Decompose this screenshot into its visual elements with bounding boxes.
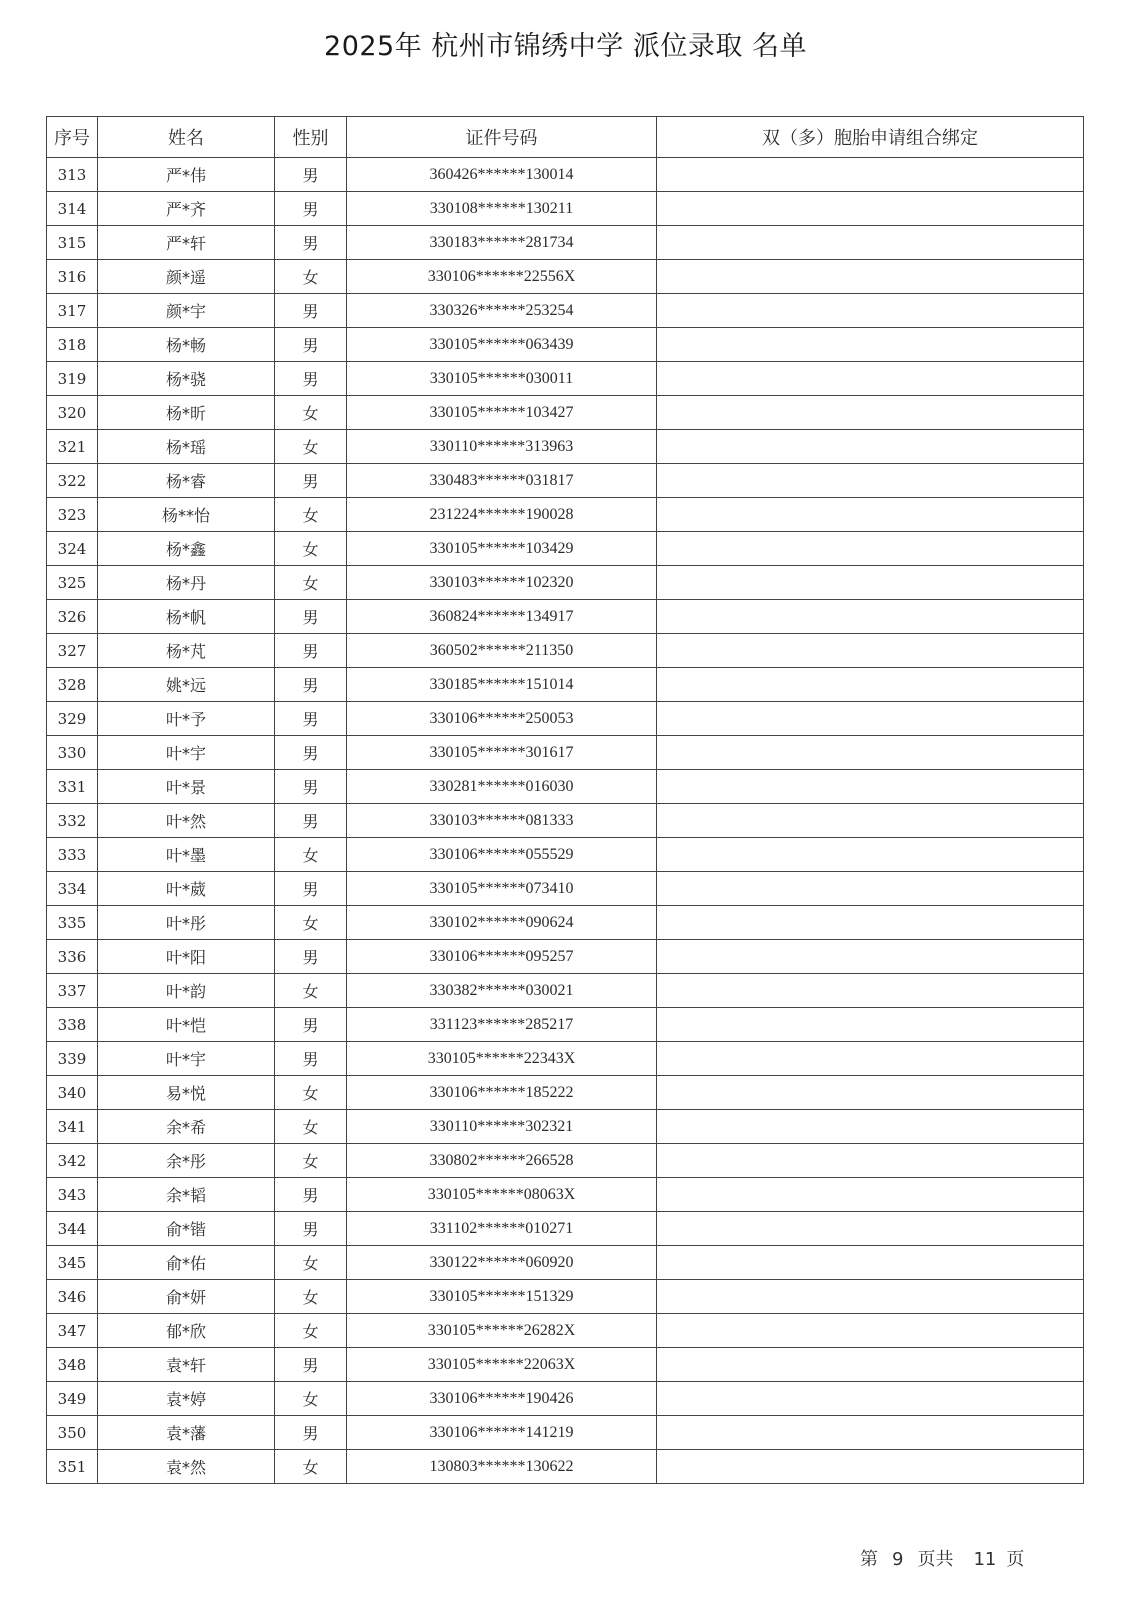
table-row bbox=[47, 1280, 1084, 1314]
cell-id-number: 231224******190028 bbox=[347, 498, 657, 532]
cell-seq: 324 bbox=[47, 532, 98, 566]
table-row bbox=[47, 736, 1084, 770]
cell-twins-binding bbox=[657, 1348, 1084, 1382]
cell-name: 严*齐 bbox=[98, 192, 275, 226]
cell-name: 郁*欣 bbox=[98, 1314, 275, 1348]
cell-seq: 338 bbox=[47, 1008, 98, 1042]
column-header-id: 证件号码 bbox=[347, 117, 657, 158]
cell-gender: 女 bbox=[275, 1110, 347, 1144]
cell-twins-binding bbox=[657, 430, 1084, 464]
cell-gender: 女 bbox=[275, 532, 347, 566]
cell-gender: 男 bbox=[275, 770, 347, 804]
table-row bbox=[47, 328, 1084, 362]
cell-gender: 女 bbox=[275, 1144, 347, 1178]
cell-twins-binding bbox=[657, 226, 1084, 260]
cell-twins-binding bbox=[657, 294, 1084, 328]
table-row bbox=[47, 1246, 1084, 1280]
cell-gender: 男 bbox=[275, 226, 347, 260]
cell-seq: 325 bbox=[47, 566, 98, 600]
cell-seq: 327 bbox=[47, 634, 98, 668]
cell-twins-binding bbox=[657, 872, 1084, 906]
cell-gender: 男 bbox=[275, 1416, 347, 1450]
cell-twins-binding bbox=[657, 804, 1084, 838]
cell-seq: 319 bbox=[47, 362, 98, 396]
header-row bbox=[47, 117, 1084, 158]
cell-gender: 男 bbox=[275, 158, 347, 192]
cell-id-number: 330802******266528 bbox=[347, 1144, 657, 1178]
cell-id-number: 330483******031817 bbox=[347, 464, 657, 498]
cell-gender: 男 bbox=[275, 600, 347, 634]
cell-twins-binding bbox=[657, 260, 1084, 294]
cell-gender: 女 bbox=[275, 396, 347, 430]
cell-name: 杨*畅 bbox=[98, 328, 275, 362]
cell-id-number: 330103******081333 bbox=[347, 804, 657, 838]
cell-id-number: 330106******190426 bbox=[347, 1382, 657, 1416]
table-row bbox=[47, 634, 1084, 668]
table-row bbox=[47, 838, 1084, 872]
table-row bbox=[47, 1314, 1084, 1348]
cell-twins-binding bbox=[657, 1416, 1084, 1450]
table-row bbox=[47, 702, 1084, 736]
cell-gender: 女 bbox=[275, 1382, 347, 1416]
cell-seq: 321 bbox=[47, 430, 98, 464]
cell-id-number: 330110******302321 bbox=[347, 1110, 657, 1144]
cell-id-number: 330105******073410 bbox=[347, 872, 657, 906]
cell-name: 袁*婷 bbox=[98, 1382, 275, 1416]
table-row bbox=[47, 362, 1084, 396]
cell-seq: 322 bbox=[47, 464, 98, 498]
cell-seq: 318 bbox=[47, 328, 98, 362]
current-page-number: 9 bbox=[892, 1549, 904, 1570]
cell-name: 余*韬 bbox=[98, 1178, 275, 1212]
table-row bbox=[47, 396, 1084, 430]
cell-gender: 男 bbox=[275, 1178, 347, 1212]
cell-twins-binding bbox=[657, 362, 1084, 396]
cell-seq: 337 bbox=[47, 974, 98, 1008]
cell-twins-binding bbox=[657, 1110, 1084, 1144]
cell-seq: 313 bbox=[47, 158, 98, 192]
cell-gender: 男 bbox=[275, 1348, 347, 1382]
cell-id-number: 330105******08063X bbox=[347, 1178, 657, 1212]
cell-gender: 男 bbox=[275, 736, 347, 770]
table-row bbox=[47, 770, 1084, 804]
cell-twins-binding bbox=[657, 906, 1084, 940]
cell-id-number: 360824******134917 bbox=[347, 600, 657, 634]
cell-twins-binding bbox=[657, 192, 1084, 226]
table-row bbox=[47, 566, 1084, 600]
cell-gender: 女 bbox=[275, 1246, 347, 1280]
cell-twins-binding bbox=[657, 1246, 1084, 1280]
page-title: 2025年 杭州市锦绣中学 派位录取 名单 bbox=[324, 31, 807, 62]
table-row bbox=[47, 974, 1084, 1008]
cell-seq: 331 bbox=[47, 770, 98, 804]
cell-id-number: 360426******130014 bbox=[347, 158, 657, 192]
cell-twins-binding bbox=[657, 940, 1084, 974]
cell-name: 袁*藩 bbox=[98, 1416, 275, 1450]
admission-roster-table bbox=[46, 116, 1084, 1484]
cell-twins-binding bbox=[657, 1042, 1084, 1076]
cell-twins-binding bbox=[657, 1144, 1084, 1178]
cell-seq: 346 bbox=[47, 1280, 98, 1314]
cell-id-number: 330382******030021 bbox=[347, 974, 657, 1008]
cell-gender: 男 bbox=[275, 804, 347, 838]
column-header-name: 姓名 bbox=[98, 117, 275, 158]
cell-gender: 女 bbox=[275, 566, 347, 600]
cell-name: 叶*予 bbox=[98, 702, 275, 736]
cell-name: 严*轩 bbox=[98, 226, 275, 260]
cell-name: 叶*宇 bbox=[98, 1042, 275, 1076]
cell-seq: 323 bbox=[47, 498, 98, 532]
cell-id-number: 330183******281734 bbox=[347, 226, 657, 260]
cell-id-number: 360502******211350 bbox=[347, 634, 657, 668]
cell-seq: 326 bbox=[47, 600, 98, 634]
table-row bbox=[47, 158, 1084, 192]
cell-twins-binding bbox=[657, 736, 1084, 770]
total-pages-number: 11 bbox=[973, 1549, 997, 1570]
cell-name: 杨*睿 bbox=[98, 464, 275, 498]
cell-gender: 女 bbox=[275, 1280, 347, 1314]
cell-name: 叶*阳 bbox=[98, 940, 275, 974]
cell-gender: 女 bbox=[275, 1076, 347, 1110]
cell-id-number: 330105******26282X bbox=[347, 1314, 657, 1348]
cell-seq: 316 bbox=[47, 260, 98, 294]
cell-id-number: 330105******22063X bbox=[347, 1348, 657, 1382]
table-row bbox=[47, 1450, 1084, 1484]
cell-seq: 334 bbox=[47, 872, 98, 906]
table-row bbox=[47, 906, 1084, 940]
cell-seq: 328 bbox=[47, 668, 98, 702]
cell-id-number: 330281******016030 bbox=[347, 770, 657, 804]
cell-id-number: 330106******250053 bbox=[347, 702, 657, 736]
table-body bbox=[47, 158, 1084, 1484]
cell-name: 颜*宇 bbox=[98, 294, 275, 328]
cell-name: 俞*佑 bbox=[98, 1246, 275, 1280]
cell-twins-binding bbox=[657, 396, 1084, 430]
cell-name: 余*希 bbox=[98, 1110, 275, 1144]
cell-name: 杨*瑶 bbox=[98, 430, 275, 464]
cell-seq: 332 bbox=[47, 804, 98, 838]
cell-name: 叶*韵 bbox=[98, 974, 275, 1008]
table-row bbox=[47, 430, 1084, 464]
table-row bbox=[47, 872, 1084, 906]
cell-id-number: 330105******063439 bbox=[347, 328, 657, 362]
cell-id-number: 330108******130211 bbox=[347, 192, 657, 226]
cell-twins-binding bbox=[657, 702, 1084, 736]
table-row bbox=[47, 1178, 1084, 1212]
cell-id-number: 330106******141219 bbox=[347, 1416, 657, 1450]
cell-gender: 男 bbox=[275, 940, 347, 974]
cell-seq: 349 bbox=[47, 1382, 98, 1416]
cell-seq: 333 bbox=[47, 838, 98, 872]
cell-name: 俞*锴 bbox=[98, 1212, 275, 1246]
cell-seq: 347 bbox=[47, 1314, 98, 1348]
cell-name: 杨*帆 bbox=[98, 600, 275, 634]
cell-seq: 329 bbox=[47, 702, 98, 736]
cell-name: 叶*然 bbox=[98, 804, 275, 838]
cell-id-number: 330106******185222 bbox=[347, 1076, 657, 1110]
cell-id-number: 130803******130622 bbox=[347, 1450, 657, 1484]
cell-id-number: 330106******095257 bbox=[347, 940, 657, 974]
cell-id-number: 330185******151014 bbox=[347, 668, 657, 702]
table-header bbox=[47, 117, 1084, 158]
table-row bbox=[47, 1212, 1084, 1246]
cell-twins-binding bbox=[657, 498, 1084, 532]
cell-name: 叶*墨 bbox=[98, 838, 275, 872]
table-row bbox=[47, 192, 1084, 226]
cell-seq: 350 bbox=[47, 1416, 98, 1450]
cell-twins-binding bbox=[657, 1178, 1084, 1212]
cell-gender: 男 bbox=[275, 1042, 347, 1076]
cell-id-number: 330110******313963 bbox=[347, 430, 657, 464]
cell-twins-binding bbox=[657, 1382, 1084, 1416]
cell-name: 叶*恺 bbox=[98, 1008, 275, 1042]
cell-id-number: 330105******103427 bbox=[347, 396, 657, 430]
table-row bbox=[47, 532, 1084, 566]
cell-twins-binding bbox=[657, 566, 1084, 600]
cell-seq: 336 bbox=[47, 940, 98, 974]
table-row bbox=[47, 940, 1084, 974]
footer-suffix: 页 bbox=[1006, 1549, 1025, 1570]
table-row bbox=[47, 804, 1084, 838]
cell-twins-binding bbox=[657, 1280, 1084, 1314]
table-row bbox=[47, 1008, 1084, 1042]
cell-id-number: 330102******090624 bbox=[347, 906, 657, 940]
cell-seq: 340 bbox=[47, 1076, 98, 1110]
cell-gender: 女 bbox=[275, 906, 347, 940]
table-row bbox=[47, 464, 1084, 498]
cell-gender: 男 bbox=[275, 872, 347, 906]
cell-twins-binding bbox=[657, 668, 1084, 702]
cell-gender: 男 bbox=[275, 464, 347, 498]
table-row bbox=[47, 600, 1084, 634]
cell-gender: 女 bbox=[275, 1450, 347, 1484]
cell-name: 严*伟 bbox=[98, 158, 275, 192]
cell-twins-binding bbox=[657, 1450, 1084, 1484]
table-row bbox=[47, 1110, 1084, 1144]
cell-name: 余*彤 bbox=[98, 1144, 275, 1178]
cell-gender: 男 bbox=[275, 1008, 347, 1042]
cell-seq: 314 bbox=[47, 192, 98, 226]
footer-middle: 页共 bbox=[917, 1549, 954, 1570]
cell-name: 杨*昕 bbox=[98, 396, 275, 430]
cell-twins-binding bbox=[657, 634, 1084, 668]
cell-id-number: 331102******010271 bbox=[347, 1212, 657, 1246]
table-row bbox=[47, 1416, 1084, 1450]
cell-gender: 女 bbox=[275, 498, 347, 532]
cell-id-number: 330105******301617 bbox=[347, 736, 657, 770]
cell-name: 易*悦 bbox=[98, 1076, 275, 1110]
cell-seq: 339 bbox=[47, 1042, 98, 1076]
cell-gender: 女 bbox=[275, 430, 347, 464]
cell-gender: 男 bbox=[275, 634, 347, 668]
cell-gender: 女 bbox=[275, 1314, 347, 1348]
cell-twins-binding bbox=[657, 600, 1084, 634]
cell-gender: 男 bbox=[275, 1212, 347, 1246]
cell-name: 叶*彤 bbox=[98, 906, 275, 940]
cell-name: 颜*遥 bbox=[98, 260, 275, 294]
column-header-gender: 性别 bbox=[275, 117, 347, 158]
cell-name: 杨**怡 bbox=[98, 498, 275, 532]
cell-name: 姚*远 bbox=[98, 668, 275, 702]
column-header-twins: 双（多）胞胎申请组合绑定 bbox=[657, 117, 1084, 158]
cell-seq: 335 bbox=[47, 906, 98, 940]
cell-twins-binding bbox=[657, 1212, 1084, 1246]
cell-seq: 315 bbox=[47, 226, 98, 260]
cell-seq: 345 bbox=[47, 1246, 98, 1280]
cell-twins-binding bbox=[657, 464, 1084, 498]
cell-seq: 330 bbox=[47, 736, 98, 770]
column-header-seq: 序号 bbox=[47, 117, 98, 158]
cell-name: 袁*轩 bbox=[98, 1348, 275, 1382]
cell-gender: 女 bbox=[275, 838, 347, 872]
cell-gender: 女 bbox=[275, 260, 347, 294]
table-row bbox=[47, 498, 1084, 532]
cell-seq: 344 bbox=[47, 1212, 98, 1246]
cell-seq: 351 bbox=[47, 1450, 98, 1484]
cell-twins-binding bbox=[657, 1076, 1084, 1110]
table-row bbox=[47, 260, 1084, 294]
table-row bbox=[47, 1144, 1084, 1178]
table-row bbox=[47, 668, 1084, 702]
cell-id-number: 330103******102320 bbox=[347, 566, 657, 600]
cell-id-number: 330106******22556X bbox=[347, 260, 657, 294]
cell-name: 杨*芃 bbox=[98, 634, 275, 668]
table-row bbox=[47, 1042, 1084, 1076]
cell-id-number: 330105******22343X bbox=[347, 1042, 657, 1076]
cell-name: 杨*骁 bbox=[98, 362, 275, 396]
cell-gender: 男 bbox=[275, 668, 347, 702]
cell-id-number: 330326******253254 bbox=[347, 294, 657, 328]
cell-gender: 男 bbox=[275, 328, 347, 362]
cell-twins-binding bbox=[657, 838, 1084, 872]
cell-twins-binding bbox=[657, 974, 1084, 1008]
cell-name: 袁*然 bbox=[98, 1450, 275, 1484]
cell-twins-binding bbox=[657, 532, 1084, 566]
cell-gender: 女 bbox=[275, 974, 347, 1008]
table-row bbox=[47, 226, 1084, 260]
table-row bbox=[47, 294, 1084, 328]
cell-seq: 320 bbox=[47, 396, 98, 430]
cell-twins-binding bbox=[657, 158, 1084, 192]
table-row bbox=[47, 1348, 1084, 1382]
table-row bbox=[47, 1076, 1084, 1110]
cell-id-number: 330105******103429 bbox=[347, 532, 657, 566]
cell-id-number: 331123******285217 bbox=[347, 1008, 657, 1042]
cell-twins-binding bbox=[657, 1008, 1084, 1042]
cell-name: 叶*景 bbox=[98, 770, 275, 804]
cell-id-number: 330122******060920 bbox=[347, 1246, 657, 1280]
cell-id-number: 330106******055529 bbox=[347, 838, 657, 872]
cell-name: 叶*葳 bbox=[98, 872, 275, 906]
cell-seq: 343 bbox=[47, 1178, 98, 1212]
cell-name: 俞*妍 bbox=[98, 1280, 275, 1314]
cell-twins-binding bbox=[657, 770, 1084, 804]
cell-seq: 317 bbox=[47, 294, 98, 328]
cell-gender: 男 bbox=[275, 294, 347, 328]
page-footer bbox=[860, 1545, 1024, 1571]
cell-name: 叶*宇 bbox=[98, 736, 275, 770]
footer-prefix: 第 bbox=[860, 1549, 878, 1570]
cell-twins-binding bbox=[657, 1314, 1084, 1348]
table-row bbox=[47, 1382, 1084, 1416]
cell-id-number: 330105******151329 bbox=[347, 1280, 657, 1314]
cell-id-number: 330105******030011 bbox=[347, 362, 657, 396]
cell-seq: 342 bbox=[47, 1144, 98, 1178]
cell-seq: 348 bbox=[47, 1348, 98, 1382]
cell-name: 杨*丹 bbox=[98, 566, 275, 600]
cell-name: 杨*鑫 bbox=[98, 532, 275, 566]
cell-gender: 男 bbox=[275, 702, 347, 736]
cell-gender: 男 bbox=[275, 362, 347, 396]
cell-twins-binding bbox=[657, 328, 1084, 362]
cell-seq: 341 bbox=[47, 1110, 98, 1144]
cell-gender: 男 bbox=[275, 192, 347, 226]
